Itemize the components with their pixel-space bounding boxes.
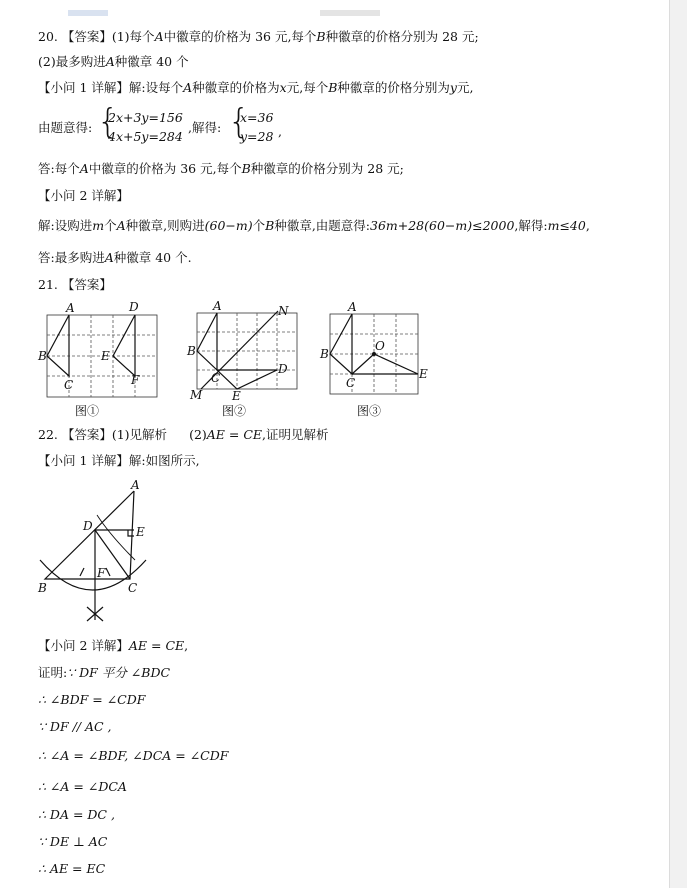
fig3-label-E: E	[419, 367, 428, 381]
q20-answer2: 答:最多购进A种徽章 40 个.	[38, 250, 192, 265]
q22-sub1: 【小问 1 详解】解:如图所示,	[38, 453, 200, 468]
q20-solution-x: x=36	[240, 110, 274, 125]
q22-label-F: F	[97, 566, 106, 580]
fig3-label-O: O	[375, 339, 385, 353]
q22-label-A: A	[131, 478, 140, 492]
q22-proof-line-4: ∴ ∠A = ∠BDF, ∠DCA = ∠CDF	[38, 748, 229, 763]
fig2-label-B: B	[187, 344, 196, 358]
q20-sub1-label: 【小问 1 详解】	[38, 80, 129, 95]
fig3-label-A: A	[348, 300, 357, 314]
fig2-label-N: N	[278, 304, 289, 318]
fig3-label-C: C	[346, 376, 356, 390]
q20-solution-y: y=28	[240, 129, 274, 144]
q22-proof-line-3: ∵ DF // AC ,	[38, 719, 112, 734]
q22-construction-figure	[40, 491, 146, 621]
q21-answer-header: 21. 【答案】	[38, 277, 112, 292]
fig2-caption: 图②	[222, 404, 247, 418]
q22-sub2: 【小问 2 详解】AE = CE,	[38, 638, 189, 653]
q22-proof-label: 证明:∵ DF 平分 ∠BDC	[38, 665, 171, 680]
q20-sub2-label: 【小问 2 详解】	[38, 188, 129, 203]
system-brace-1: {	[97, 102, 119, 142]
fig1-label-B: B	[38, 349, 47, 363]
fig2-label-M: M	[190, 388, 203, 402]
fig2-label-E: E	[232, 389, 241, 403]
fig1-label-F: F	[131, 373, 140, 387]
q20-answer1: 答:每个A中徽章的价格为 36 元,每个B种徽章的价格分别为 28 元;	[38, 161, 404, 176]
q20-system-label: 由题意得:	[38, 120, 93, 135]
fig1-caption: 图①	[75, 404, 100, 418]
fig1-label-A: A	[66, 301, 75, 315]
fig3-label-B: B	[320, 347, 329, 361]
q20-equation-2: 4x+5y=284	[108, 129, 183, 144]
fig1-label-E: E	[101, 349, 110, 363]
q22-proof-line-8: ∴ AE = EC	[38, 861, 106, 876]
q22-sub1-label: 【小问 1 详解】	[38, 453, 129, 468]
q22-proof-line-5: ∴ ∠A = ∠DCA	[38, 779, 127, 794]
fig3-caption: 图③	[357, 404, 382, 418]
fig2-label-A: A	[213, 299, 222, 313]
fig1-label-C: C	[64, 378, 74, 392]
q22-sub2-label: 【小问 2 详解】	[38, 638, 129, 653]
system-brace-2: {	[228, 102, 250, 142]
q22-answer-header: 22. 【答案】(1)见解析 (2)AE = CE,证明见解析	[38, 427, 329, 442]
q20-solution-comma: ,	[278, 124, 282, 139]
fig2-label-D: D	[278, 362, 288, 376]
q22-label-B: B	[38, 581, 47, 595]
q20-solve-label: ,解得:	[188, 120, 222, 135]
q20-sub1-intro: 【小问 1 详解】解:设每个A种徽章的价格为x元,每个B种徽章的价格分别为y元,	[38, 80, 474, 95]
q22-proof-line-6: ∴ DA = DC ,	[38, 807, 115, 822]
q22-proof-line-7: ∵ DE ⊥ AC	[38, 834, 108, 849]
q22-proof-line-2: ∴ ∠BDF = ∠CDF	[38, 692, 146, 707]
fig2-label-C: C	[211, 371, 221, 385]
q22-label-E: E	[136, 525, 145, 539]
figure-2-segments	[197, 311, 278, 389]
q22-label-D: D	[83, 519, 93, 533]
q20-answer-header: 20. 【答案】(1)每个A中徽章的价格为 36 元,每个B种徽章的价格分别为 28 元;	[38, 29, 479, 44]
q20-answer-part2: (2)最多购进A种徽章 40 个	[38, 54, 189, 69]
fig1-label-D: D	[129, 300, 139, 314]
q20-sub2-solution: 解:设购进m个A种徽章,则购进(60−m)个B种徽章,由题意得:36m+28(60−m)≤2000,解得:m≤40,	[38, 218, 590, 233]
q22-label-C: C	[128, 581, 138, 595]
q20-equation-1: 2x+3y=156	[108, 110, 183, 125]
